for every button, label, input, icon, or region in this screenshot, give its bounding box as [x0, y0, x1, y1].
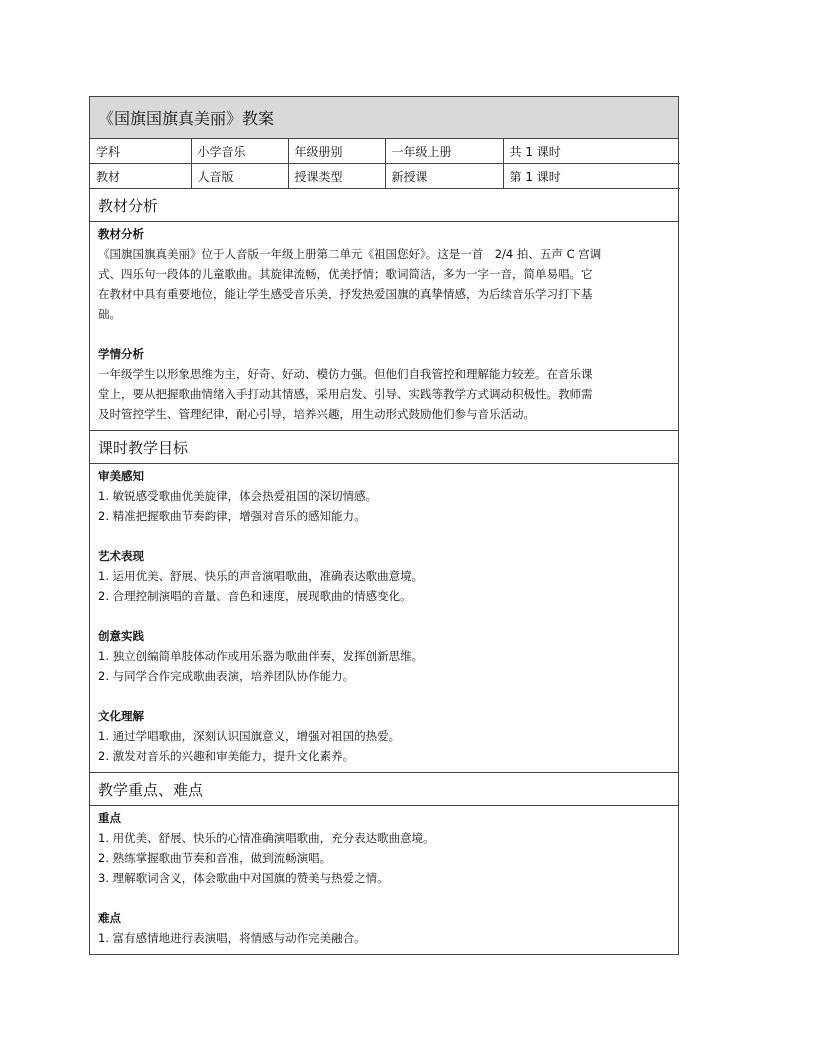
paragraph-line: 一年级学生以形象思维为主，好奇、好动、模仿力强。但他们自我管控和理解能力较差。在音乐课 — [98, 367, 593, 381]
section-heading: 教学重点、难点 — [90, 773, 678, 806]
paragraph-line: 式、四乐句一段体的儿童歌曲。其旋律流畅，优美抒情；歌词简洁，多为一字一音，简单易唱。它 — [98, 267, 593, 281]
current-period: 第 1 课时 — [503, 164, 680, 189]
focus-heading: 重点 — [98, 811, 121, 825]
lesson-type-value: 新授课 — [385, 164, 503, 189]
analysis-section — [90, 189, 678, 431]
subject-value: 小学音乐 — [191, 139, 288, 164]
paragraph-line: 在教材中具有重要地位，能让学生感受音乐美，抒发热爱国旗的真挚情感，为后续音乐学习打下基 — [98, 287, 593, 301]
list-item: 2. 精准把握歌曲节奏韵律，增强对音乐的感知能力。 — [98, 509, 366, 523]
goal-heading: 创意实践 — [98, 629, 144, 643]
textbook-value: 人音版 — [191, 164, 288, 189]
keypoints-section — [90, 773, 678, 954]
list-item: 1. 富有感情地进行表演唱，将情感与动作完美融合。 — [98, 931, 366, 945]
list-item: 2. 熟练掌握歌曲节奏和音准，做到流畅演唱。 — [98, 851, 332, 865]
difficulty-heading: 难点 — [98, 911, 121, 925]
list-item: 3. 理解歌词含义，体会歌曲中对国旗的赞美与热爱之情。 — [98, 871, 389, 885]
total-periods: 共 1 课时 — [503, 139, 680, 164]
list-item: 1. 运用优美、舒展、快乐的声音演唱歌曲，准确表达歌曲意境。 — [98, 569, 424, 583]
list-item: 1. 通过学唱歌曲，深刻认识国旗意义，增强对祖国的热爱。 — [98, 729, 401, 743]
lesson-type-label: 授课类型 — [288, 164, 385, 189]
course-info-table — [90, 139, 680, 189]
grade-label: 年级册别 — [288, 139, 385, 164]
paragraph-line: 及时管控学生、管理纪律，耐心引导，培养兴趣，用生动形式鼓励他们参与音乐活动。 — [98, 407, 535, 421]
student-analysis-title: 学情分析 — [98, 347, 144, 361]
goal-heading: 艺术表现 — [98, 549, 144, 563]
info-row — [90, 164, 680, 189]
goals-section — [90, 431, 678, 773]
list-item: 1. 敏锐感受歌曲优美旋律，体会热爱祖国的深切情感。 — [98, 489, 378, 503]
goal-heading: 文化理解 — [98, 709, 144, 723]
subject-label: 学科 — [90, 139, 191, 164]
lesson-plan-document — [89, 96, 679, 955]
grade-value: 一年级上册 — [385, 139, 503, 164]
list-item: 2. 激发对音乐的兴趣和审美能力，提升文化素养。 — [98, 749, 355, 763]
list-item: 1. 用优美、舒展、快乐的心情准确演唱歌曲，充分表达歌曲意境。 — [98, 831, 435, 845]
info-row — [90, 139, 680, 164]
section-heading: 教材分析 — [90, 189, 678, 222]
section-heading: 课时教学目标 — [90, 431, 678, 464]
list-item: 2. 合理控制演唱的音量、音色和速度，展现歌曲的情感变化。 — [98, 589, 412, 603]
paragraph-line: 堂上，要从把握歌曲情绪入手打动其情感，采用启发、引导、实践等教学方式调动积极性。教师需 — [98, 387, 593, 401]
document-title: 《国旗国旗真美丽》教案 — [90, 97, 678, 139]
textbook-analysis-title: 教材分析 — [98, 227, 144, 241]
paragraph-line: 《国旗国旗真美丽》位于人音版一年级上册第二单元《祖国您好》。这是一首 2/4 拍、五声 C 宫调 — [98, 247, 602, 261]
list-item: 2. 与同学合作完成歌曲表演，培养团队协作能力。 — [98, 669, 355, 683]
list-item: 1. 独立创编简单肢体动作或用乐器为歌曲伴奏，发挥创新思维。 — [98, 649, 424, 663]
textbook-label: 教材 — [90, 164, 191, 189]
goal-heading: 审美感知 — [98, 469, 144, 483]
paragraph-line: 础。 — [98, 307, 121, 321]
